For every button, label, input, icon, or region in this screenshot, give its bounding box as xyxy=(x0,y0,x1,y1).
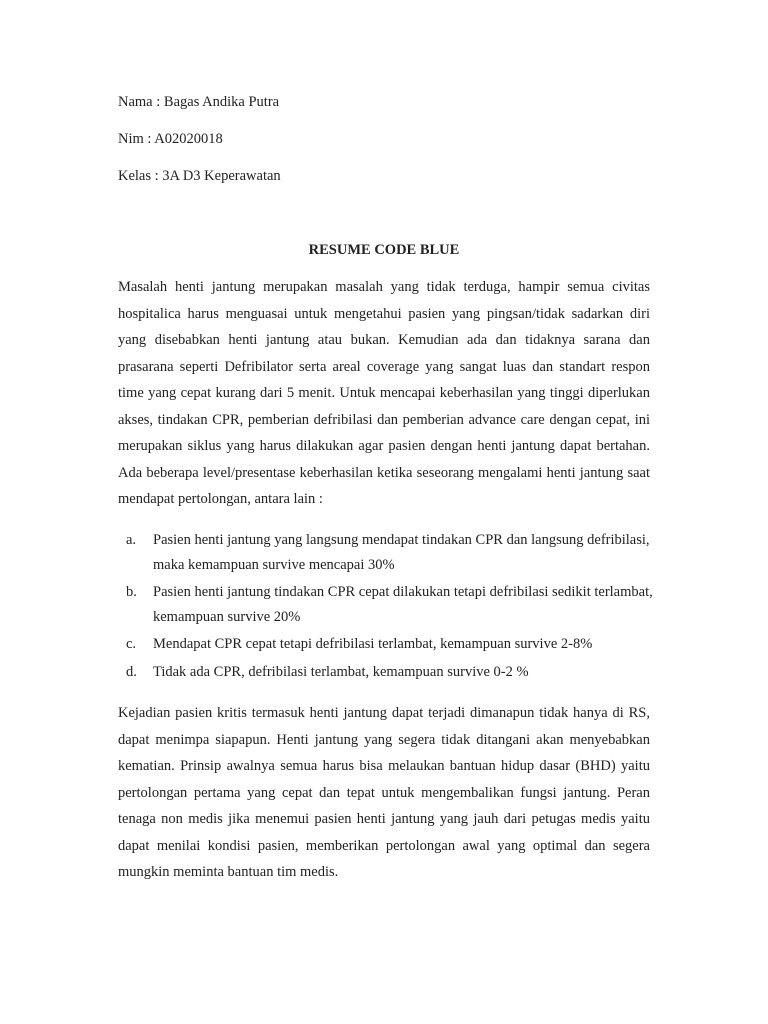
survival-level-list xyxy=(118,528,678,687)
list-item-text: Tidak ada CPR, defribilasi terlambat, kemampuan survive 0-2 % xyxy=(153,663,529,680)
list-item xyxy=(118,580,678,629)
list-item xyxy=(118,660,678,685)
list-item-text: Mendapat CPR cepat tetapi defribilasi terlambat, kemampuan survive 2-8% xyxy=(153,636,593,652)
list-item xyxy=(118,528,678,577)
list-marker: c. xyxy=(126,636,137,652)
student-class: Kelas : 3A D3 Keperawatan xyxy=(118,168,281,184)
list-marker: d. xyxy=(126,663,137,680)
list-item-text: Pasien henti jantung tindakan CPR cepat dilakukan tetapi defribilasi sedikit terlambat, kemampuan survive 20% xyxy=(153,584,653,625)
list-marker: a. xyxy=(126,532,137,548)
closing-paragraph: Kejadian pasien kritis termasuk henti jantung dapat terjadi dimanapun tidak hanya di RS, dapat menimpa siapapun. Henti jantung yang segera tidak ditangani akan menyebabkan kematian. Prinsip awalnya semua harus bisa melaukan bantuan hidup dasar (BHD) yaitu pertolongan pertama yang cepat dan tepat untuk mengembalikan fungsi jantung. Peran tenaga non medis jika menemui pasien henti jantung yang jauh dari petugas medis yaitu dapat menilai kondisi pasien, memberikan pertolongan awal yang optimal dan segera mungkin meminta bantuan tim medis. xyxy=(118,705,650,880)
list-item xyxy=(118,632,678,657)
list-marker: b. xyxy=(126,584,137,600)
intro-paragraph: Masalah henti jantung merupakan masalah yang tidak terduga, hampir semua civitas hospitalica harus menguasai untuk mengetahui pasien yang pingsan/tidak sadarkan diri yang disebabkan henti jantung atau bukan. Kemudian ada dan tidaknya sarana dan prasarana seperti Defribilator serta areal coverage yang sangat luas dan standart respon time yang cepat kurang dari 5 menit. Untuk mencapai keberhasilan yang tinggi diperlukan akses, tindakan CPR, pemberian defribilasi dan pemberian advance care dengan cepat, ini merupakan siklus yang harus dilakukan agar pasien dengan henti jantung dapat bertahan. Ada beberapa level/presentase keberhasilan ketika seseorang mengalami henti jantung saat mendapat pertolongan, antara lain : xyxy=(118,279,650,507)
student-nim: Nim : A02020018 xyxy=(118,131,223,147)
student-name: Nama : Bagas Andika Putra xyxy=(118,94,280,110)
document-title: RESUME CODE BLUE xyxy=(308,242,460,258)
list-item-text: Pasien henti jantung yang langsung mendapat tindakan CPR dan langsung defribilasi, maka kemampuan survive mencapai 30% xyxy=(153,532,650,573)
